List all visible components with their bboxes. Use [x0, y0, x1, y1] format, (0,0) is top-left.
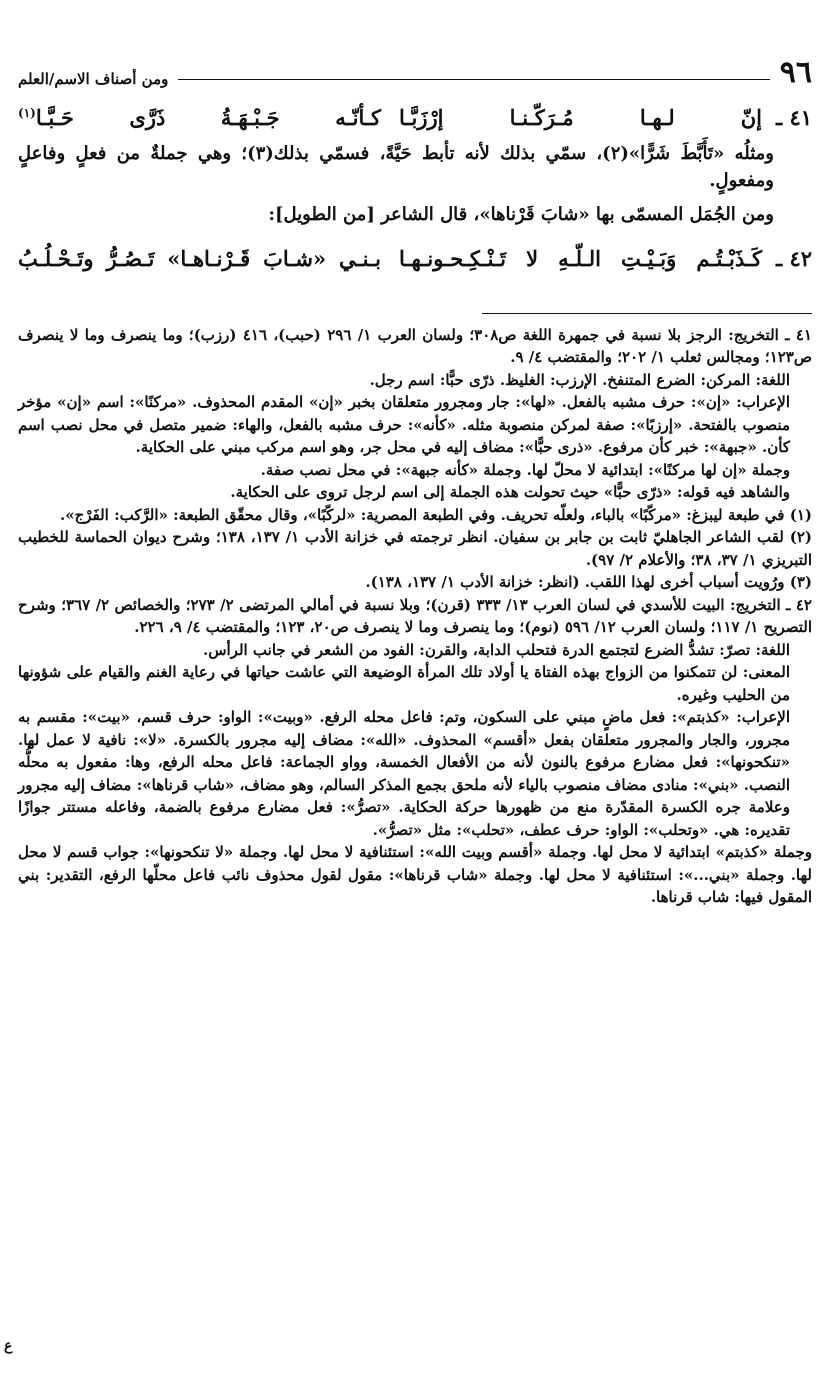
margin-mark: ع — [4, 1338, 13, 1354]
section-label: الإعراب: — [736, 393, 791, 412]
running-title: ومن أصناف الاسم/العلم — [18, 70, 169, 88]
footnote-marker: (١) — [18, 106, 36, 120]
irab-42 — [18, 706, 812, 841]
note-number: (٣) — [789, 573, 812, 592]
section-label: ٤١ ـ التخريج: — [728, 325, 812, 344]
section-text: لن تتمكنوا من الزواج بهذه الفتاة يا أولاد تلك المرأة الوضيعة التي عاشت حياتها في رعاية الغنم والقيام على شؤونها من الحليب وغيره. — [18, 663, 790, 704]
note-number: (٢) — [789, 528, 812, 547]
note-number: (١) — [789, 505, 812, 524]
note-3 — [18, 571, 812, 594]
section-label: اللغة: — [755, 370, 790, 389]
section-text: الرجز بلا نسبة في جمهرة اللغة ص٣٠٨؛ ولسان العرب ١/ ٢٩٦ (حبب)، ٤١٦ (رزب)؛ وما ينصرف وما لا ينصرف ص١٢٣؛ ومجالس ثعلب ١/ ٢٠٢؛ والمقتضب ٤/ ٩. — [18, 325, 812, 367]
prose-paragraph: ومثلُه «تَأَبَّطَ شَرًّا»(٢)، سمّي بذلك لأنه تأبط حَيَّةً، فسمّي بذلك(٣)؛ وهي جملةٌ من فعلٍ وفاعلٍ ومفعولٍ. — [18, 142, 774, 192]
verse-number: ٤٢ ـ — [775, 246, 812, 272]
prose-paragraph: ومن الجُمَل المسمّى بها «شابَ قَرْناها»، قال الشاعر [من الطويل]: — [268, 204, 774, 226]
shahid-41 — [18, 481, 812, 504]
section-text: المركن: الضرع المتنفخ. الإرزب: الغليظ. ذرّى حبًّا: اسم رجل. — [369, 370, 751, 389]
takhrij-41 — [18, 324, 812, 369]
takhrij-42 — [18, 594, 812, 639]
note-text: في طبعة ليبزغ: «مركّبًا» بالباء، ولعلّه تحريف. وفي الطبعة المصرية: «لركّبًا»، وقال محقّق الطبعة: «الرَّكب: الفَرْج». — [59, 505, 785, 524]
irab-41 — [18, 391, 812, 459]
lugha-41 — [18, 369, 812, 392]
jumla-42: وجملة «كذبتم» ابتدائية لا محل لها. وجملة «أقسم وبيت الله»: استئنافية لا محل لها. وجملة «لا تنكحونها»: جواب قسم لا محل لها. وجملة «بني...»: استئنافية لا محل لها. وجملة «شاب قرناها»: مقول لقول محذوف نائب فاعل محلّها الرفع، التقدير: بني المقول فيها: شاب قرناها. — [18, 843, 812, 907]
note-2 — [18, 526, 812, 571]
page-number: ٩٦ — [779, 55, 812, 90]
section-text: «كذبتم»: فعل ماضٍ مبني على السكون، وتم: فاعل محله الرفع. «وبيت»: الواو: حرف قسم، «بيت»: مقسم به مجرور، والجار والمجرور متعلقان بفعل «أقسم» المحذوف. «الله»: مضاف إليه مجرور بالكسرة. «لا»: نافية لا عمل لها. «تنكحونها»: فعل مضارع مرفوع بالنون لأنه من الأفعال الخمسة، وواو الجماعة: فاعل محله الرفع، وها: مفعول به محلُّه النصب. «بني»: منادى مضاف منصوب بالياء لأنه ملحق بجمع المذكر السالم، وهو مضاف، «شاب قرناها»: مضاف إليه مجرور وعلامة جره الكسرة المقدّرة منع من ظهورها حركة الحكاية. «تصرُّ»: فعل مضارع مرفوع بالضمة، وفاعله مستتر جوازًا تقديره: هي. «وتحلب»: الواو: حرف عطف، «تحلب»: مثل «تصرُّ». — [18, 708, 790, 839]
section-label: الإعراب: — [736, 708, 790, 727]
verse-hemistich-text: كـأنّـه جَـبْـهَـةُ ذَرَّى حَـبَّـا — [35, 105, 381, 130]
header-rule — [178, 79, 769, 80]
verse-second-hemistich: بـنـي «شـابَ قَـرْنـاهـا» تَـصُـرُّ وتَـحْـلُـبُ — [18, 246, 381, 272]
section-label: ٤٢ ـ التخريج: — [730, 595, 812, 614]
note-1 — [18, 504, 812, 527]
section-text: «إن»: حرف مشبه بالفعل. «لها»: جار ومجرور متعلقان بخبر «إن» المقدم المحذوف. «مركنًا»: اسم «إن» مؤخر منصوب بالفتحة. «إرزبًا»: صفة لمركن منصوبة مثله. «كأنه»: حرف مشبه بالفعل، والهاء: ضمير متصل في محل نصب اسم كأن. «جبهة»: خبر كأن مرفوع. «ذرى حبًّا»: مضاف إليه في محل جر، وهو اسم مركب مبني على الحكاية. — [18, 393, 790, 457]
section-label: والشاهد فيه قوله: — [677, 483, 790, 502]
section-text: «ذرّى حبًّا» حيث تحولت هذه الجملة إلى اسم لرجل تروى على الحكاية. — [230, 483, 672, 502]
mana-42 — [18, 661, 812, 706]
footnote-separator — [482, 313, 812, 314]
page-header — [18, 48, 812, 88]
note-text: ورُويت أسباب أخرى لهذا اللقب. (انظر: خزانة الأدب ١/ ١٣٧، ١٣٨). — [365, 573, 785, 592]
section-label: اللغة: — [755, 640, 790, 659]
verse-second-hemistich — [18, 102, 399, 134]
note-text: لقب الشاعر الجاهليّ ثابت بن جابر بن سفيان. انظر ترجمته في خزانة الأدب ١/ ١٣٧، ١٣٨؛ وشرح ديوان الحماسة للخطيب التبريزي ١/ ٣٧، ٣٨؛ والأعلام ٢/ ٩٧). — [18, 528, 812, 569]
verse-first-hemistich: كَـذَبْـتُـم وَبَـيْـتِ الـلّـهِ لا تَـنْـكِـحـونـهـا — [399, 246, 762, 272]
lugha-42 — [18, 639, 812, 662]
section-label: المعنى: — [742, 663, 790, 682]
verse-42 — [18, 243, 812, 275]
section-text: البيت للأسدي في لسان العرب ١٣/ ٣٣٣ (قرن)؛ وبلا نسبة في أمالي المرتضى ٢/ ٢٧٣؛ والخصائص ٢/ ٣٦٧؛ وشرح التصريح ١/ ١١٧؛ ولسان العرب ١٢/ ٥٩٦ (نوم)؛ وما ينصرف وما لا ينصرف ص٢٠، ١٢٣؛ والمقتضب ٤/ ٩، ٢٢٦. — [18, 595, 812, 637]
verse-number: ٤١ ـ — [775, 105, 812, 130]
jumla-41: وجملة «إن لها مركنًا»: ابتدائية لا محلّ لها. وجملة «كأنه جبهة»: في محل نصب صفة. — [260, 460, 790, 479]
section-text: تصرّ: تشدُّ الضرع لتجتمع الدرة فتحلب الدابة، والقرن: الفود من الشعر في جانب الرأس. — [202, 640, 751, 659]
verse-first-hemistich: إنّ لـهـا مُـرَكّـنـا إرْزَبَّـا — [399, 105, 762, 130]
verse-41 — [18, 102, 812, 134]
footnotes — [18, 324, 812, 909]
